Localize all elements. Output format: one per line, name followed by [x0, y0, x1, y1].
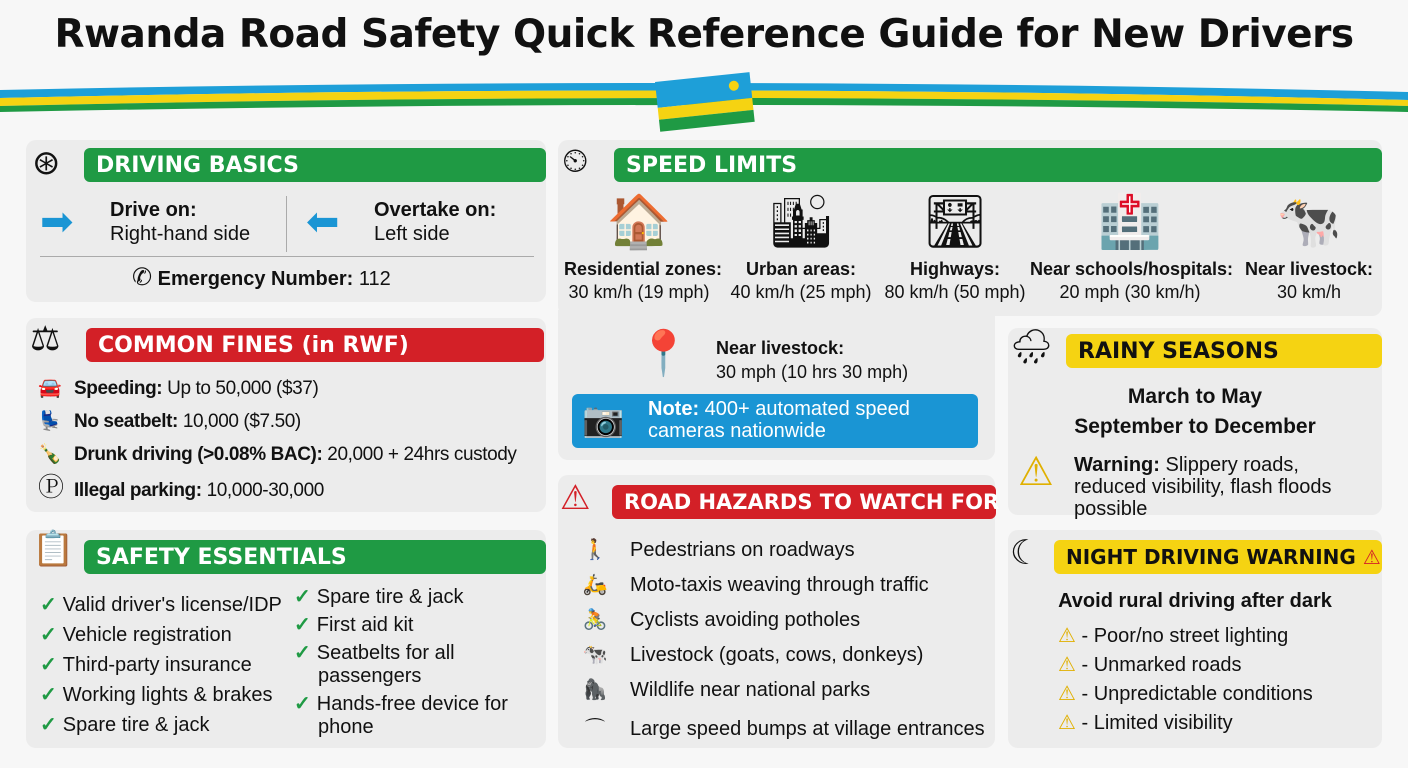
- road-hazards-panel: [558, 475, 1000, 748]
- phone-icon: ✆: [132, 264, 153, 291]
- hazard-item: 🐄 Livestock (goats, cows, donkeys): [572, 642, 923, 667]
- rain-cloud-icon: 🌧: [1010, 328, 1054, 366]
- rainy-warning-label: Warning:: [1074, 454, 1160, 476]
- moon-icon: ☾: [1010, 534, 1041, 572]
- speed-urban: 🏙 Urban areas: 40 km/h (25 mph): [726, 192, 876, 304]
- hazard-item: 🛵 Moto-taxis weaving through traffic: [572, 572, 929, 597]
- list-item: ✓ Valid driver's license/IDP: [40, 594, 282, 616]
- fines-header: COMMON FINES (in RWF): [86, 328, 544, 362]
- season-2: September to December: [1074, 415, 1316, 438]
- livestock-icon: 🐄: [582, 644, 608, 666]
- speed-limits-panel: [558, 140, 1382, 316]
- overtake-value: Left side: [374, 223, 450, 245]
- car-icon: 🚘: [38, 378, 62, 399]
- bottle-icon: 🍾: [38, 444, 62, 465]
- gorilla-icon: 🦍: [582, 679, 608, 701]
- list-item: ✓ First aid kit: [294, 614, 414, 636]
- extra-livestock-value: 30 mph (10 hrs 30 mph): [716, 362, 909, 382]
- gavel-icon: ⚖: [30, 320, 61, 358]
- warning-icon: ⚠: [1058, 712, 1076, 734]
- list-item: ✓ Working lights & brakes: [40, 684, 273, 706]
- speed-bump-icon: ⌒: [585, 718, 605, 740]
- essentials-left-list: [40, 590, 282, 740]
- extra-livestock-label: Near livestock:: [716, 338, 845, 358]
- rainy-warning-text: Slippery roads, reduced visibility, flash floods possible: [1074, 454, 1332, 520]
- house-icon: 🏠: [606, 193, 672, 251]
- warning-icon: ⚠: [1058, 654, 1076, 676]
- fine-parking: Ⓟ Illegal parking: 10,000-30,000: [38, 472, 324, 502]
- fine-seatbelt: 💺 No seatbelt: 10,000 ($7.50): [38, 405, 542, 438]
- page-title: Rwanda Road Safety Quick Reference Guide for New Drivers: [54, 12, 1354, 57]
- warning-triangle-icon: ⚠: [560, 479, 591, 517]
- fines-panel: [26, 318, 546, 512]
- slippery-road-warning-icon: ⚠: [1018, 450, 1054, 494]
- rainy-seasons-panel: [1008, 328, 1382, 520]
- safety-essentials-panel: [26, 530, 546, 748]
- divider: [40, 256, 534, 257]
- season-1: March to May: [1127, 385, 1263, 408]
- essentials-header: SAFETY ESSENTIALS: [84, 540, 546, 574]
- drive-on-label: Drive on:: [110, 199, 197, 221]
- rainy-header: RAINY SEASONS: [1066, 334, 1382, 368]
- seatbelt-icon: 💺: [38, 411, 62, 432]
- warning-icon: ⚠: [1058, 683, 1076, 705]
- hazard-item: 🚴 Cyclists avoiding potholes: [572, 607, 860, 632]
- city-icon: 🏙: [767, 193, 834, 251]
- hazard-item: 🦍 Wildlife near national parks: [572, 677, 870, 702]
- speed-residential: 🏠 Residential zones: 30 km/h (19 mph): [564, 193, 723, 302]
- hospital-icon: 🏥: [1097, 193, 1163, 251]
- highway-icon: 🛣: [921, 193, 988, 251]
- livestock-location-icon: 📍: [636, 329, 691, 378]
- driving-basics-header: DRIVING BASICS: [84, 148, 546, 182]
- no-parking-icon: Ⓟ: [38, 472, 64, 502]
- night-item: ⚠ - Unpredictable conditions: [1058, 683, 1313, 705]
- speed-limits-header: SPEED LIMITS: [614, 148, 1382, 182]
- essentials-right-list: [294, 586, 524, 739]
- rwanda-flag-banner: [0, 70, 1408, 140]
- cow-goat-icon: 🐄: [1276, 193, 1342, 251]
- speed-schools: 🏥 Near schools/hospitals: 20 mph (30 km/h): [1030, 193, 1234, 302]
- pedestrian-icon: 🚶: [582, 539, 608, 561]
- list-item: ✓ Spare tire & jack: [40, 714, 210, 736]
- camera-icon: 📷: [582, 401, 625, 439]
- night-item: ⚠ - Unmarked roads: [1058, 654, 1242, 676]
- divider: [286, 196, 287, 252]
- fine-drunk-driving: 🍾 Drunk driving (>0.08% BAC): 20,000 + 24hrs custody: [38, 438, 542, 471]
- speed-livestock: 🐄 Near livestock: 30 km/h: [1242, 192, 1376, 304]
- camera-note: 📷 Note: 400+ automated speed cameras nationwide: [572, 394, 978, 448]
- list-item: ✓ Seatbelts for all passengers: [294, 642, 455, 687]
- night-driving-panel: [1008, 530, 1382, 748]
- night-item: ⚠ - Limited visibility: [1058, 712, 1233, 734]
- list-item: ✓ Vehicle registration: [40, 624, 232, 646]
- night-header: NIGHT DRIVING WARNING ⚠: [1054, 540, 1382, 574]
- night-item: ⚠ - Poor/no street lighting: [1058, 625, 1289, 647]
- speed-extra-panel: [558, 310, 995, 460]
- speed-highway: 🛣 Highways: 80 km/h (50 mph): [880, 192, 1030, 304]
- emergency-label: Emergency Number:: [157, 268, 354, 290]
- drive-on-value: Right-hand side: [110, 223, 251, 245]
- overtake-label: Overtake on:: [374, 199, 497, 221]
- steering-wheel-icon: ⊛: [32, 144, 61, 182]
- cyclist-icon: 🚴: [582, 609, 608, 631]
- list-item: ✓ Spare tire & jack: [294, 586, 464, 608]
- arrow-right-icon: ➡: [40, 200, 74, 244]
- list-item: ✓ Third-party insurance: [40, 654, 252, 676]
- clipboard-icon: 📋: [32, 530, 75, 568]
- hazard-item: ⌒ Large speed bumps at village entrances: [572, 712, 985, 741]
- driving-basics-panel: [26, 140, 546, 302]
- emergency-number: 112: [358, 268, 391, 290]
- list-item: ✓ Hands-free device for phone: [294, 693, 508, 738]
- moto-taxi-icon: 🛵: [582, 574, 608, 596]
- speedometer-icon: ⏲: [562, 142, 589, 180]
- warning-icon: ⚠: [1058, 625, 1076, 647]
- hazards-header: ROAD HAZARDS TO WATCH FOR: [612, 485, 996, 519]
- hazard-item: 🚶 Pedestrians on roadways: [572, 537, 855, 562]
- arrow-left-icon: ➡: [306, 200, 340, 244]
- night-subtitle: Avoid rural driving after dark: [1058, 590, 1332, 612]
- warning-icon: ⚠: [1362, 545, 1381, 569]
- fine-speeding: 🚘 Speeding: Up to 50,000 ($37): [38, 372, 542, 405]
